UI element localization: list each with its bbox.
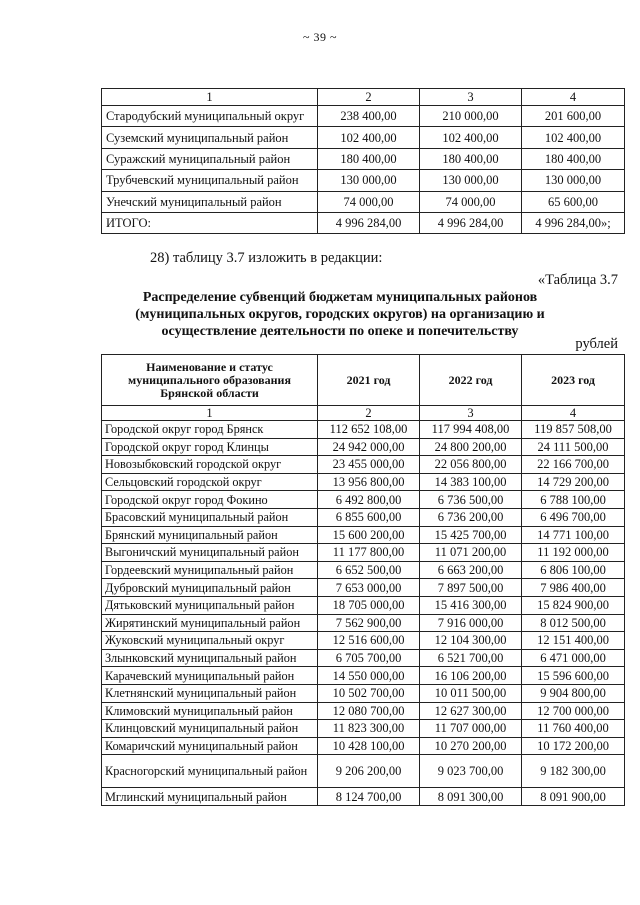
amount-2021: 11 177 800,00 [318,544,420,562]
page-number: ~ 39 ~ [303,30,337,44]
amount-2021: 4 996 284,00 [318,212,420,233]
amount-2022: 4 996 284,00 [420,212,522,233]
municipality-name: Суземский муниципальный район [102,127,318,148]
amount-2023: 10 172 200,00 [522,737,625,755]
table-row [102,491,625,509]
table-row [102,106,625,127]
amount-2021: 18 705 000,00 [318,596,420,614]
municipality-name: Городской округ город Фокино [102,491,318,509]
amount-2023: 6 788 100,00 [522,491,625,509]
table-row [102,684,625,702]
amount-2021: 8 124 700,00 [318,788,420,806]
municipality-name: Суражский муниципальный район [102,148,318,169]
amount-2023: 8 091 900,00 [522,788,625,806]
municipality-name: Новозыбковский городской округ [102,456,318,474]
municipality-name: Клетнянский муниципальный район [102,684,318,702]
amount-2023: 14 771 100,00 [522,526,625,544]
table-row [102,579,625,597]
amount-2023: 12 700 000,00 [522,702,625,720]
municipality-name: Комаричский муниципальный район [102,737,318,755]
table-row [102,632,625,650]
amount-2023: 22 166 700,00 [522,456,625,474]
municipality-name: Выгоничский муниципальный район [102,544,318,562]
amount-2021: 6 705 700,00 [318,649,420,667]
column-index-row [102,89,625,106]
amount-2023: 130 000,00 [522,170,625,191]
index-cell: 4 [522,89,625,106]
amount-2022: 15 425 700,00 [420,526,522,544]
amount-2022: 74 000,00 [420,191,522,212]
header-name: Наименование и статус муниципального образования Брянской области [102,355,318,406]
municipality-name: Гордеевский муниципальный район [102,561,318,579]
table-row [102,720,625,738]
table-row [102,737,625,755]
table-row [102,544,625,562]
subvention-table [101,354,625,806]
table-row [102,191,625,212]
table-header-row [102,355,625,406]
amount-2023: 6 806 100,00 [522,561,625,579]
table-row [102,456,625,474]
amount-2021: 9 206 200,00 [318,755,420,788]
amount-2022: 102 400,00 [420,127,522,148]
table-row [102,473,625,491]
amount-2022: 11 707 000,00 [420,720,522,738]
municipality-name: Дятьковский муниципальный район [102,596,318,614]
amount-2023: 12 151 400,00 [522,632,625,650]
municipality-name: Дубровский муниципальный район [102,579,318,597]
index-cell: 1 [102,89,318,106]
amount-2023: 6 471 000,00 [522,649,625,667]
amount-2023: 15 824 900,00 [522,596,625,614]
amount-2022: 10 011 500,00 [420,684,522,702]
table-row [102,614,625,632]
amount-2023: 7 986 400,00 [522,579,625,597]
amount-2021: 102 400,00 [318,127,420,148]
amount-2023: 11 192 000,00 [522,544,625,562]
units-label: рублей [575,336,618,352]
amount-2022: 7 897 500,00 [420,579,522,597]
amount-2022: 6 521 700,00 [420,649,522,667]
amount-2021: 14 550 000,00 [318,667,420,685]
index-cell: 1 [102,406,318,421]
amount-2022: 8 091 300,00 [420,788,522,806]
municipality-name: Жуковский муниципальный округ [102,632,318,650]
amount-2023: 65 600,00 [522,191,625,212]
table-row [102,755,625,788]
table-row [102,148,625,169]
amount-2022: 7 916 000,00 [420,614,522,632]
amount-2021: 7 653 000,00 [318,579,420,597]
amount-2023: 15 596 600,00 [522,667,625,685]
amount-2022: 10 270 200,00 [420,737,522,755]
amount-2021: 130 000,00 [318,170,420,191]
amount-2023: 102 400,00 [522,127,625,148]
municipality-name: Городской округ город Брянск [102,421,318,439]
amount-2022: 15 416 300,00 [420,596,522,614]
header-2022: 2022 год [420,355,522,406]
amount-2022: 16 106 200,00 [420,667,522,685]
municipality-name: ИТОГО: [102,212,318,233]
amount-2021: 74 000,00 [318,191,420,212]
amount-2023: 6 496 700,00 [522,508,625,526]
municipality-name: Унечский муниципальный район [102,191,318,212]
amount-2021: 10 428 100,00 [318,737,420,755]
index-cell: 4 [522,406,625,421]
amount-2021: 6 492 800,00 [318,491,420,509]
table-label: «Таблица 3.7 [537,272,618,288]
table-row [102,596,625,614]
amount-2021: 12 080 700,00 [318,702,420,720]
amount-2023: 24 111 500,00 [522,438,625,456]
amount-2022: 6 736 500,00 [420,491,522,509]
table-row [102,127,625,148]
amount-2021: 13 956 800,00 [318,473,420,491]
table-row [102,212,625,233]
municipality-name: Стародубский муниципальный округ [102,106,318,127]
amount-2023: 119 857 508,00 [522,421,625,439]
column-index-row [102,406,625,421]
amount-2023: 9 904 800,00 [522,684,625,702]
amount-2021: 24 942 000,00 [318,438,420,456]
amount-2023: 4 996 284,00»; [522,212,625,233]
index-cell: 3 [420,89,522,106]
municipality-name: Климовский муниципальный район [102,702,318,720]
amount-2023: 201 600,00 [522,106,625,127]
amount-2023: 11 760 400,00 [522,720,625,738]
amount-2021: 180 400,00 [318,148,420,169]
table-title: Распределение субвенций бюджетам муниципальных районов (муниципальных округов, городских округов) на организацию и осуществление деятельности по опеке и попечительству [135,290,545,339]
table-row [102,526,625,544]
amount-2021: 112 652 108,00 [318,421,420,439]
municipality-name: Городской округ город Клинцы [102,438,318,456]
amount-2022: 6 736 200,00 [420,508,522,526]
amount-2022: 210 000,00 [420,106,522,127]
index-cell: 2 [318,89,420,106]
amount-2021: 6 855 600,00 [318,508,420,526]
amount-2022: 11 071 200,00 [420,544,522,562]
amount-2022: 24 800 200,00 [420,438,522,456]
header-2023: 2023 год [522,355,625,406]
amount-2022: 6 663 200,00 [420,561,522,579]
municipality-name: Трубчевский муниципальный район [102,170,318,191]
table-row [102,438,625,456]
amount-2021: 238 400,00 [318,106,420,127]
municipality-name: Брасовский муниципальный район [102,508,318,526]
table-row [102,170,625,191]
table-row [102,788,625,806]
amendment-instruction: 28) таблицу 3.7 изложить в редакции: [150,250,383,266]
municipality-name: Красногорский муниципальный район [102,755,318,788]
table-row [102,649,625,667]
municipality-name: Жирятинский муниципальный район [102,614,318,632]
municipality-name: Мглинский муниципальный район [102,788,318,806]
amount-2022: 9 023 700,00 [420,755,522,788]
amount-2021: 11 823 300,00 [318,720,420,738]
amount-2022: 117 994 408,00 [420,421,522,439]
amount-2021: 15 600 200,00 [318,526,420,544]
allocation-table-continued [101,88,625,234]
index-cell: 3 [420,406,522,421]
amount-2022: 180 400,00 [420,148,522,169]
table-row [102,561,625,579]
amount-2022: 14 383 100,00 [420,473,522,491]
amount-2022: 22 056 800,00 [420,456,522,474]
amount-2023: 14 729 200,00 [522,473,625,491]
table-row [102,508,625,526]
amount-2023: 9 182 300,00 [522,755,625,788]
amount-2022: 130 000,00 [420,170,522,191]
municipality-name: Брянский муниципальный район [102,526,318,544]
municipality-name: Сельцовский городской округ [102,473,318,491]
amount-2023: 8 012 500,00 [522,614,625,632]
table-row [102,702,625,720]
amount-2022: 12 627 300,00 [420,702,522,720]
amount-2021: 7 562 900,00 [318,614,420,632]
amount-2022: 12 104 300,00 [420,632,522,650]
amount-2021: 10 502 700,00 [318,684,420,702]
header-2021: 2021 год [318,355,420,406]
amount-2021: 23 455 000,00 [318,456,420,474]
municipality-name: Карачевский муниципальный район [102,667,318,685]
table-row [102,421,625,439]
municipality-name: Клинцовский муниципальный район [102,720,318,738]
amount-2021: 6 652 500,00 [318,561,420,579]
amount-2023: 180 400,00 [522,148,625,169]
table-row [102,667,625,685]
index-cell: 2 [318,406,420,421]
amount-2021: 12 516 600,00 [318,632,420,650]
municipality-name: Злынковский муниципальный район [102,649,318,667]
